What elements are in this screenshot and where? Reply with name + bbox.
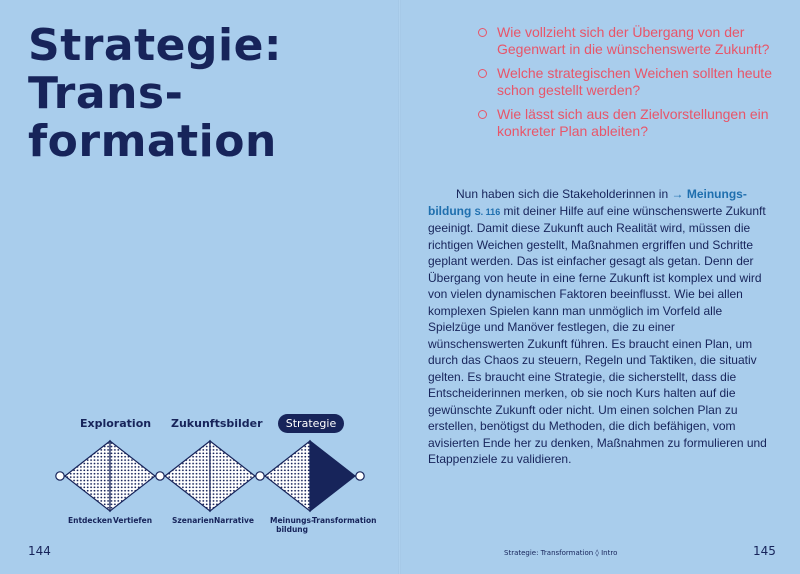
chapter-title <box>28 22 282 166</box>
body-paragraph <box>428 186 768 468</box>
question-item <box>477 106 787 140</box>
triangle-transformation-active <box>310 441 355 511</box>
node-end <box>356 472 364 480</box>
question-item <box>477 65 787 99</box>
question-text: Welche strategischen Weichen sollten heute schon gestellt werden? <box>497 65 772 98</box>
stage-label-exploration: Exploration <box>80 417 152 430</box>
stage-label-strategie-active: Strategie <box>278 414 344 433</box>
node-joint-2 <box>256 472 264 480</box>
step-label-transformation: Transformation <box>312 516 377 525</box>
body-rest: mit deiner Hilfe auf eine wünschenswerte Zukunft geeinigt. Damit diese Zukunft auch Realität wird, müssen die richtigen Weichen gestellt, Maßnahmen ergriffen und Schritte geplant werden. Das ist einfacher gesagt als getan. Denn der Übergang von heute in eine ferne Zukunft ist komplex und wird von vielen dynamischen Faktoren beeinflusst. Wie bei allen komplexen Spielen kann man unmöglich im Vorfeld alle Spielzüge und Manöver festlegen, die zu einer wünschenswerten Zukunft führen. Es braucht einen Plan, um durch das Chaos zu steuern, Regeln und Taktiken, die situativ gelten. Es braucht eine Strategie, die sicherstellt, dass die Entscheiderinnen merken, ob sie noch Kurs halten auf die gewünschte Zukunft oder nicht. Um einen solchen Plan zu erstellen, benötigst du Methoden, die dich befähigen, vom avisierten Ende her zu denken, Maßnahmen zu formulieren und Etappenziele zu validieren. <box>428 203 767 466</box>
triangle-szenarien <box>165 441 210 511</box>
step-label-meinungsbildung: Meinungs- bildung <box>270 516 315 534</box>
circle-bullet-icon <box>478 69 487 78</box>
triangle-vertiefen <box>110 441 155 511</box>
page-number-right: 145 <box>753 544 776 558</box>
title-line-3: formation <box>28 116 277 167</box>
stage-label-zukunftsbilder: Zukunftsbilder <box>171 417 263 430</box>
question-text: Wie lässt sich aus den Zielvorstellungen ein konkreter Plan ableiten? <box>497 106 769 139</box>
triangle-meinungsbildung <box>265 441 310 511</box>
step-label-szenarien: Szenarien <box>172 516 214 525</box>
cross-reference-link[interactable]: → Meinungs-bildung <box>428 187 747 218</box>
step-label-narrative: Narrative <box>214 516 254 525</box>
triangle-entdecken <box>65 441 110 511</box>
step-label-entdecken: Entdecken <box>68 516 113 525</box>
title-line-1: Strategie: <box>28 20 283 71</box>
running-footer: Strategie: Transformation ◊ Intro <box>504 549 618 557</box>
circle-bullet-icon <box>478 110 487 119</box>
cross-reference-page[interactable]: S. 116 <box>474 206 501 217</box>
triangle-narrative <box>210 441 255 511</box>
question-text: Wie vollzieht sich der Übergang von der Gegenwart in die wünschenswerte Zukunft? <box>497 24 770 57</box>
body-intro: Nun haben sich die Stakeholderinnen in <box>456 187 672 201</box>
diamond-zukunftsbilder <box>165 441 255 511</box>
node-start <box>56 472 64 480</box>
diamond-strategie <box>265 441 355 511</box>
diamond-exploration <box>65 441 155 511</box>
process-diagram <box>52 438 372 514</box>
question-item <box>477 24 787 58</box>
guiding-questions <box>477 24 787 147</box>
node-joint-1 <box>156 472 164 480</box>
step-label-vertiefen: Vertiefen <box>113 516 153 525</box>
circle-bullet-icon <box>478 28 487 37</box>
page-number-left: 144 <box>28 544 51 558</box>
title-line-2: Trans- <box>28 68 184 119</box>
left-page <box>0 0 399 574</box>
right-page <box>400 0 800 574</box>
